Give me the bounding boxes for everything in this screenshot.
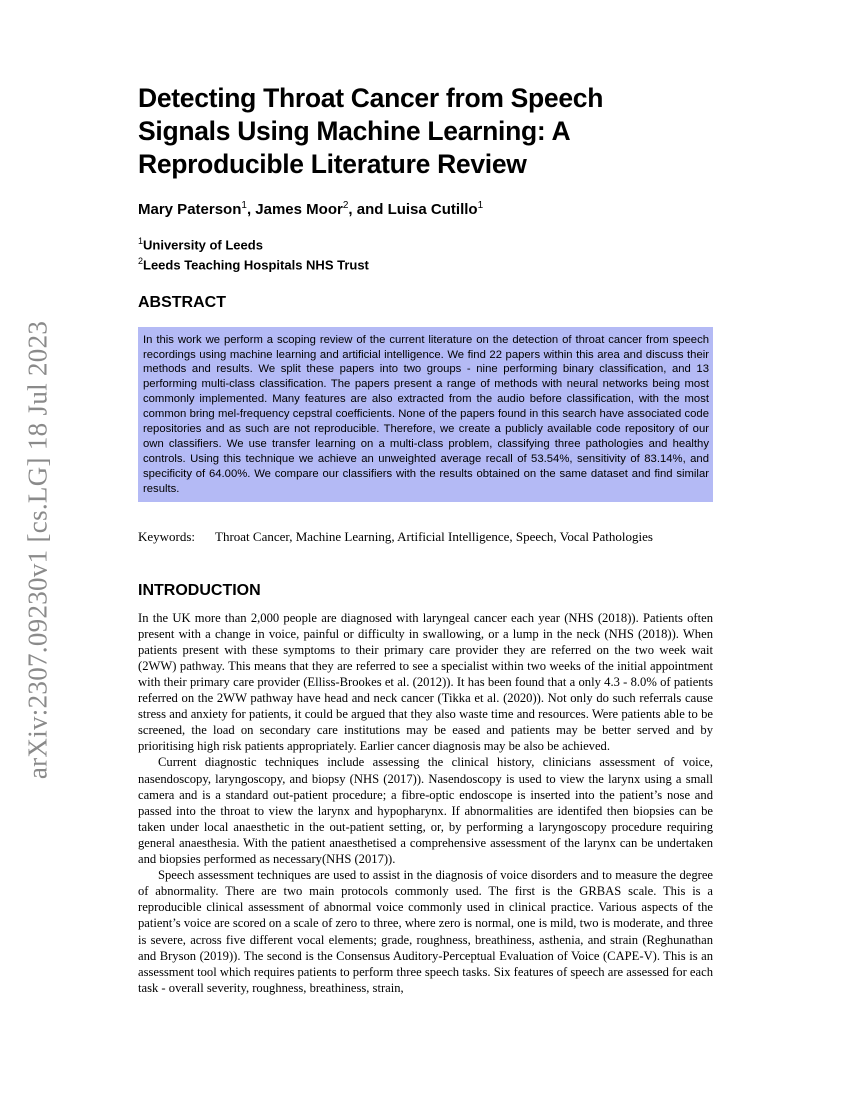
arxiv-sidebar-stamp bbox=[18, 300, 58, 800]
keywords bbox=[138, 529, 713, 545]
affiliation bbox=[138, 253, 713, 273]
affiliation-marker: 1 bbox=[138, 236, 144, 246]
affiliation-marker: 2 bbox=[138, 256, 144, 267]
abstract-box bbox=[138, 327, 713, 502]
paper-title: Detecting Throat Cancer from Speech Signals Using Machine Learning: A Reproducible Literature Review bbox=[138, 83, 604, 179]
paragraph: Speech assessment techniques are used to assist in the diagnosis of voice disorders and to measure the degree of abnormality. There are two main protocols commonly used. The first is the GRBAS scale. This is a reproducible clinical assessment of abnormal voice commonly used in clinical practice. Various aspects of the patient’s voice are scored on a scale of zero to three, where zero is normal, one is mild, two is moderate, and three is severe, across five different vocal elements; grade, roughness, breathiness, asthenia, and strain (Reghunathan and Bryson (2019)). The second is the Consensus Auditory-Perceptual Evaluation of Voice (CAPE-V). This is an assessment tool which requires patients to perform three speech tasks. Six features of speech are assessed for each task - overall severity, roughness, breathiness, strain, bbox=[138, 868, 713, 995]
author-separator: , bbox=[246, 201, 256, 218]
author-name: Luisa Cutillo bbox=[387, 201, 478, 218]
introduction-body bbox=[138, 610, 713, 996]
author-affil-marker: 1 bbox=[477, 200, 484, 211]
author-separator: , and bbox=[348, 201, 388, 218]
author-affil-marker: 1 bbox=[241, 200, 247, 211]
author-name: Mary Paterson bbox=[138, 201, 242, 218]
paper-page bbox=[138, 82, 713, 996]
arxiv-id: arXiv:2307.09230v1 [cs.LG] 18 Jul 2023 bbox=[22, 320, 53, 780]
affiliation bbox=[138, 233, 713, 253]
keywords-label: Keywords: bbox=[138, 528, 196, 544]
paragraph: Current diagnostic techniques include assessing the clinical history, clinicians assessment of voice, nasendoscopy, laryngoscopy, and biopsy (NHS (2017)). Nasendoscopy is used to view the larynx using a small camera and is a standard out-patient procedure; a fibre-optic endoscope is inserted into the patient’s nose and passed into the throat to view the larynx and hypopharynx. If abnormalities are identifed then biopsies can be taken under local anaesthetic in the out-patient setting, or, by performing a laryngoscopy procedure requiring general anaesthesia. With the patient anaesthetised a comprehensive assessment of the larynx can be undertaken and biopsies performed as necessary(NHS (2017)). bbox=[138, 755, 713, 867]
paragraph: In the UK more than 2,000 people are diagnosed with laryngeal cancer each year (NHS (2018)). Patients often present with a change in voice, painful or difficulty in swallowing, or a lump in the neck (NHS (2018)). When patients present with these symptoms to their primary care provider they are referred on the two week wait (2WW) pathway. This means that they are referred to see a specialist within two weeks of the initial appointment with their primary care provider (Elliss-Brookes et al. (2012)). It has been found that a only 4.3 - 8.0% of patients referred on the 2WW pathway have head and neck cancer (Tikka et al. (2020)). Not only do such referrals cause stress and anxiety for patients, it could be argued that they also waste time and resources. Were patients able to be screened, the load on secondary care institutions may be eased and patients may be better served and by prioritising high risk patients appropriately. Earlier cancer diagnosis may be also be achieved. bbox=[138, 610, 713, 754]
author-list bbox=[138, 197, 713, 219]
introduction-heading: INTRODUCTION bbox=[138, 581, 261, 599]
abstract-text: In this work we perform a scoping review of the current literature on the detection of throat cancer from speech recordings using machine learning and artificial intelligence. We find 22 papers within this area and discuss their methods and results. We split these papers into two groups - nine performing binary classification, and 13 performing multi-class classification. The papers present a range of methods with neural networks being most commonly implemented. Many features are also extracted from the audio before classification, with the most common bring mel-frequency cepstral coefficients. None of the papers found in this search have associated code repositories and as such are not reproducible. Therefore, we create a publicly available code repository of our own classifiers. We use transfer learning on a multi-class problem, classifying three pathologies and healthy controls. Using this technique we achieve an unweighted average recall of 53.54%, sensitivity of 83.14%, and specificity of 64.00%. We compare our classifiers with the results obtained on the same dataset and find similar results. bbox=[143, 333, 709, 495]
affiliation-name: Leeds Teaching Hospitals NHS Trust bbox=[143, 257, 369, 273]
affiliation-name: University of Leeds bbox=[143, 237, 263, 253]
abstract-heading: ABSTRACT bbox=[138, 293, 226, 311]
affiliation-list bbox=[138, 233, 713, 274]
author-affil-marker: 2 bbox=[342, 200, 349, 211]
author-name: James Moor bbox=[255, 201, 343, 218]
keywords-list: Throat Cancer, Machine Learning, Artificial Intelligence, Speech, Vocal Pathologies bbox=[215, 528, 653, 544]
